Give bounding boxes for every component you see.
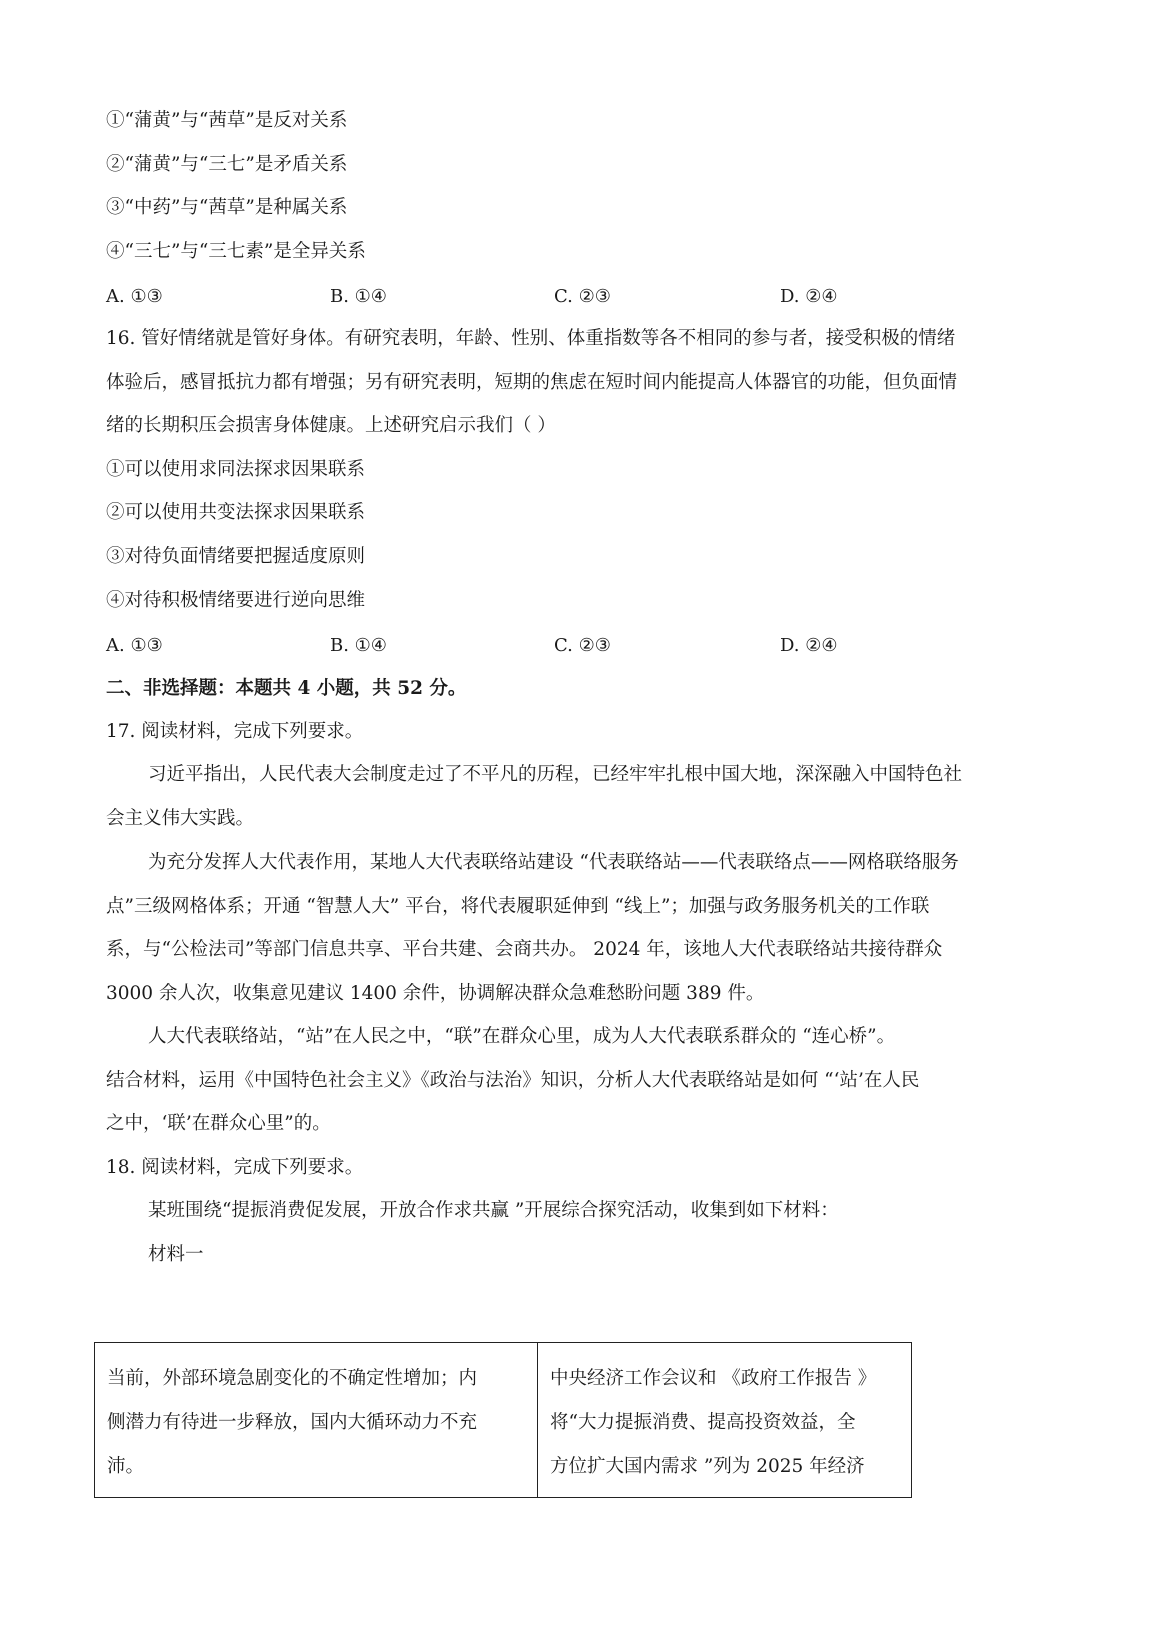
material-label: 材料一 (148, 1244, 204, 1265)
q17-question-line-2: 之中，‘联’在群众心里”的。 (106, 1113, 331, 1134)
q15-item-2: ②“蒲黄”与“三七”是矛盾关系 (106, 154, 348, 175)
q16-stem-line-3: 绪的长期积压会损害身体健康。上述研究启示我们（ ） (106, 415, 556, 436)
q15-options (106, 286, 1006, 312)
q15-option-c[interactable]: C. ②③ (554, 286, 611, 307)
q15-item-3: ③“中药”与“茜草”是种属关系 (106, 197, 348, 218)
material-table-right-cell (538, 1343, 912, 1498)
q17-para2-line-1: 为充分发挥人大代表作用，某地人大代表联络站建设 “代表联络站——代表联络点——网格联络服务 (148, 852, 959, 873)
material-table-left-cell (95, 1343, 538, 1498)
table-right-line-2: 将“大力提振消费、提高投资效益，全 (550, 1412, 856, 1433)
q16-item-2: ②可以使用共变法探求因果联系 (106, 502, 366, 523)
q16-option-b[interactable]: B. ①④ (330, 635, 387, 656)
q17-para2-line-4: 3000 余人次，收集意见建议 1400 余件，协调解决群众急难愁盼问题 389 件。 (106, 983, 765, 1004)
table-right-line-3: 方位扩大国内需求 ”列为 2025 年经济 (550, 1456, 865, 1477)
section-heading: 二、非选择题：本题共 4 小题，共 52 分。 (106, 678, 467, 699)
q15-option-d[interactable]: D. ②④ (780, 286, 838, 307)
q17-question-line-1: 结合材料，运用《中国特色社会主义》《政治与法治》知识，分析人大代表联络站是如何 “‘站’在人民 (106, 1070, 920, 1091)
q17-para2-line-3: 系，与“公检法司”等部门信息共享、平台共建、会商共办。 2024 年，该地人大代表联络站共接待群众 (106, 939, 943, 960)
q16-option-a[interactable]: A. ①③ (106, 635, 163, 656)
q16-item-3: ③对待负面情绪要把握适度原则 (106, 546, 366, 567)
q16-item-1: ①可以使用求同法探求因果联系 (106, 459, 366, 480)
q16-option-d[interactable]: D. ②④ (780, 635, 838, 656)
table-left-line-3: 沛。 (107, 1456, 145, 1477)
table-left-line-2: 侧潜力有待进一步释放，国内大循环动力不充 (107, 1412, 478, 1433)
table-left-line-1: 当前，外部环境急剧变化的不确定性增加；内 (107, 1368, 478, 1389)
q15-item-4: ④“三七”与“三七素”是全异关系 (106, 241, 366, 262)
q16-stem-line-1: 16. 管好情绪就是管好身体。有研究表明，年龄、性别、体重指数等各不相同的参与者，接受积极的情绪 (106, 328, 956, 349)
q16-option-c[interactable]: C. ②③ (554, 635, 611, 656)
q17-para2-line-2: 点”三级网格体系；开通 “智慧人大” 平台，将代表履职延伸到 “线上”；加强与政务服务机关的工作联 (106, 896, 930, 917)
q17-para3: 人大代表联络站，“站”在人民之中，“联”在群众心里，成为人大代表联系群众的 “连心桥”。 (148, 1026, 896, 1047)
q16-options (106, 635, 1006, 661)
q17-title: 17. 阅读材料，完成下列要求。 (106, 721, 364, 742)
material-table (94, 1342, 912, 1498)
q17-para1-line-1: 习近平指出，人民代表大会制度走过了不平凡的历程，已经牢牢扎根中国大地，深深融入中国特色社 (148, 764, 963, 785)
q15-option-b[interactable]: B. ①④ (330, 286, 387, 307)
q15-option-a[interactable]: A. ①③ (106, 286, 163, 307)
table-right-line-1: 中央经济工作会议和 《政府工作报告 》 (550, 1368, 877, 1389)
q18-intro: 某班围绕“提振消费促发展，开放合作求共赢 ”开展综合探究活动，收集到如下材料： (148, 1200, 839, 1221)
q18-title: 18. 阅读材料，完成下列要求。 (106, 1157, 364, 1178)
q16-item-4: ④对待积极情绪要进行逆向思维 (106, 590, 366, 611)
q17-para1-line-2: 会主义伟大实践。 (106, 808, 255, 829)
q16-stem-line-2: 体验后，感冒抵抗力都有增强；另有研究表明，短期的焦虑在短时间内能提高人体器官的功能，但负面情 (106, 372, 958, 393)
q15-item-1: ①“蒲黄”与“茜草”是反对关系 (106, 110, 348, 131)
